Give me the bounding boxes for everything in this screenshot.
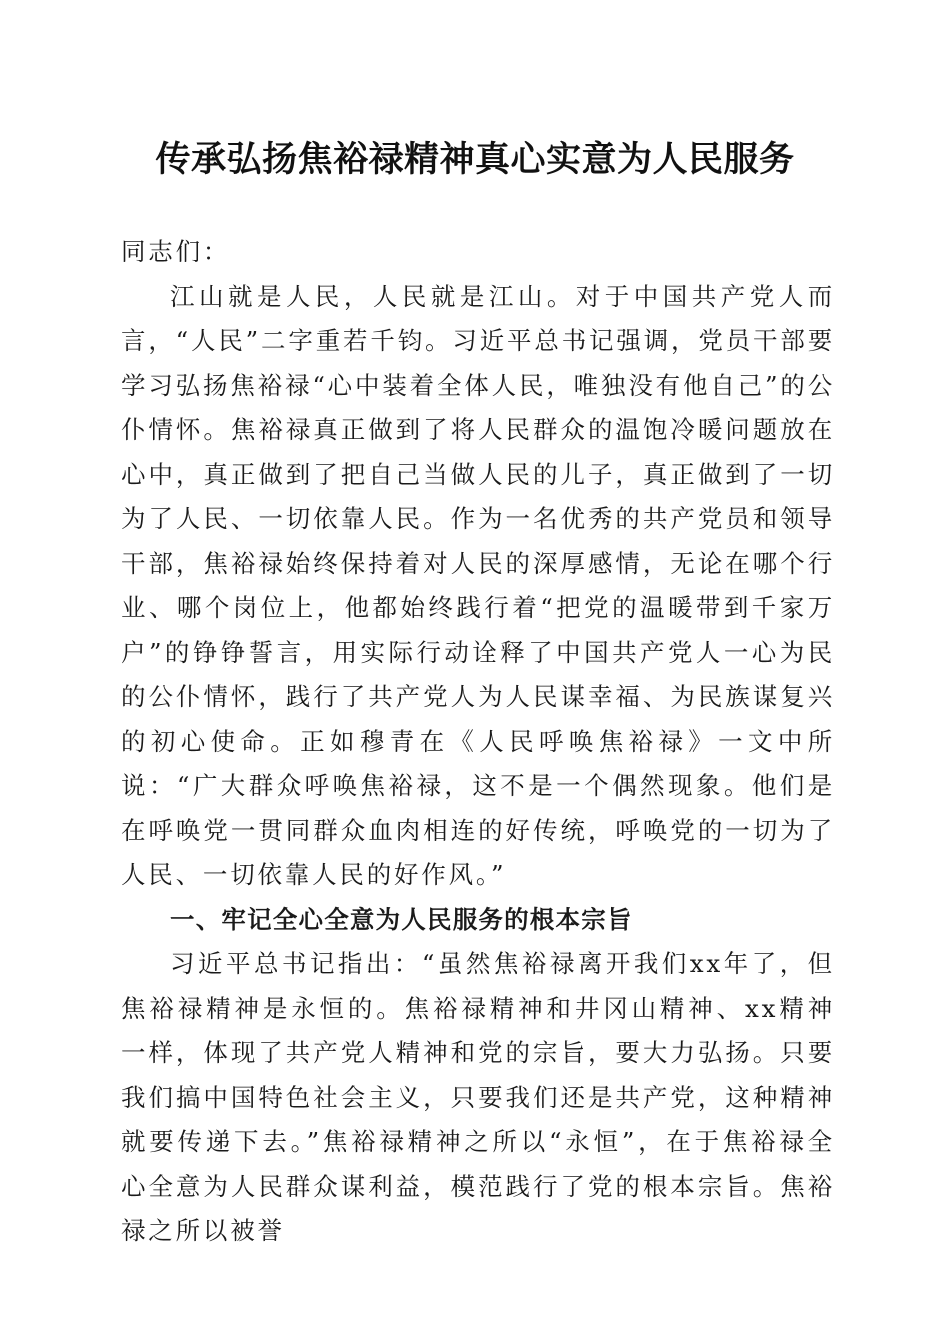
section-heading: 一、牢记全心全意为人民服务的根本宗旨 xyxy=(170,904,633,934)
document-body xyxy=(121,230,835,1254)
salutation: 同志们： xyxy=(121,237,231,266)
document-title: 传承弘扬焦裕禄精神真心实意为人民服务 xyxy=(155,139,795,180)
intro-paragraph: 江山就是人民，人民就是江山。对于中国共产党人而言，“人民”二字重若千钧。习近平总书记强调，党员干部要学习弘扬焦裕禄“心中装着全体人民，唯独没有他自己”的公仆情怀。焦裕禄真正做到了将人民群众的温饱冷暖问题放在心中，真正做到了把自己当做人民的儿子，真正做到了一切为了人民、一切依靠人民。作为一名优秀的共产党员和领导干部，焦裕禄始终保持着对人民的深厚感情，无论在哪个行业、哪个岗位上，他都始终践行着“把党的温暖带到千家万户”的铮铮誓言，用实际行动诠释了中国共产党人一心为民的公仆情怀，践行了共产党人为人民谋幸福、为民族谋复兴的初心使命。正如穆青在《人民呼唤焦裕禄》一文中所说：“广大群众呼唤焦裕禄，这不是一个偶然现象。他们是在呼唤党一贯同群众血肉相连的好传统，呼唤党的一切为了人民、一切依靠人民的好作风。” xyxy=(121,281,835,889)
section-paragraph: 习近平总书记指出：“虽然焦裕禄离开我们xx年了，但焦裕禄精神是永恒的。焦裕禄精神和井冈山精神、xx精神一样，体现了共产党人精神和党的宗旨，要大力弘扬。只要我们搞中国特色社会主义，只要我们还是共产党，这种精神就要传递下去。”焦裕禄精神之所以“永恒”，在于焦裕禄全心全意为人民群众谋利益，模范践行了党的根本宗旨。焦裕禄之所以被誉 xyxy=(121,949,835,1245)
